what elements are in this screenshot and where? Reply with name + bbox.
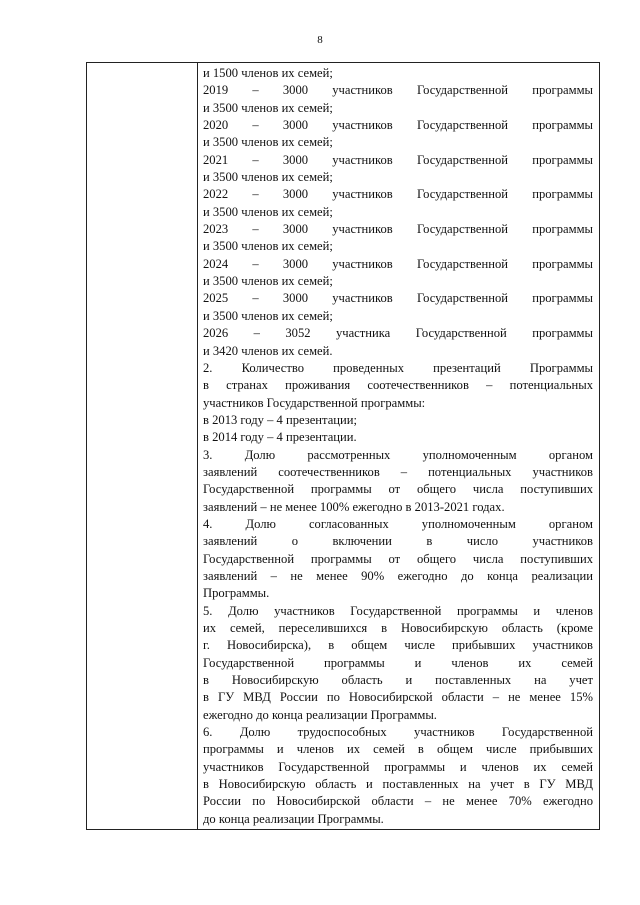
text-line: в странах проживания соотечественников – потенциальных — [203, 378, 593, 393]
text-line: 2023 – 3000 участников Государственной программы — [203, 222, 593, 237]
text-line: и 3500 членов их семей; — [203, 100, 333, 115]
text-line: 2022 – 3000 участников Государственной программы — [203, 187, 593, 202]
document-table — [86, 62, 600, 830]
text-line: в ГУ МВД России по Новосибирской области – не менее 15% — [203, 690, 593, 705]
text-line: заявлений – не менее 100% ежегодно в 2013-2021 годах. — [203, 499, 505, 514]
text-line: в 2014 году – 4 презентации. — [203, 430, 357, 445]
text-line: 2021 – 3000 участников Государственной программы — [203, 152, 593, 167]
text-line: в Новосибирскую область и поставленных на учет в ГУ МВД — [203, 777, 593, 792]
text-line: Государственной программы от общего числа поступивших — [203, 551, 593, 566]
right-cell — [203, 65, 593, 828]
text-line: заявлений соотечественников – потенциальных участников — [203, 464, 593, 479]
text-line: 6. Долю трудоспособных участников Государственной — [203, 725, 593, 740]
text-line: в 2013 году – 4 презентации; — [203, 412, 358, 427]
text-line: 2020 – 3000 участников Государственной программы — [203, 118, 593, 133]
text-line: программы и членов их семей в общем числе прибывших — [203, 742, 593, 757]
page-number: 8 — [317, 34, 323, 46]
text-line: и 3420 членов их семей. — [203, 343, 333, 358]
text-line: Программы. — [203, 586, 270, 601]
text-line: 2. Количество проведенных презентаций Программы — [203, 360, 593, 375]
text-line: 5. Долю участников Государственной программы и членов — [203, 603, 593, 618]
text-line: 4. Долю согласованных уполномоченным органом — [203, 516, 593, 531]
text-line: и 3500 членов их семей; — [203, 274, 333, 289]
text-line: 3. Долю рассмотренных уполномоченным органом — [203, 447, 593, 462]
text-line: в Новосибирскую область и поставленных на учет — [203, 673, 593, 688]
text-line: Государственной программы от общего числа поступивших — [203, 482, 593, 497]
text-line: и 3500 членов их семей; — [203, 135, 333, 150]
text-line: и 3500 членов их семей; — [203, 170, 333, 185]
text-line: заявлений о включении в число участников — [203, 534, 593, 549]
text-line: 2019 – 3000 участников Государственной программы — [203, 83, 593, 98]
text-line: их семей, переселившихся в Новосибирскую область (кроме — [203, 621, 593, 635]
text-line: до конца реализации Программы. — [203, 811, 384, 826]
column-divider — [197, 63, 198, 829]
text-line: участников Государственной программы: — [203, 395, 426, 410]
text-line: 2024 – 3000 участников Государственной программы — [203, 256, 593, 271]
text-line: и 3500 членов их семей; — [203, 239, 333, 254]
text-line: и 3500 членов их семей; — [203, 204, 333, 219]
text-line: заявлений – не менее 90% ежегодно до конца реализации — [203, 568, 593, 583]
text-line: России по Новосибирской области – не менее 70% ежегодно — [203, 794, 593, 809]
text-line: Государственной программы и членов их семей — [203, 655, 593, 670]
text-line: ежегодно до конца реализации Программы. — [203, 707, 437, 722]
text-line: 2026 – 3052 участника Государственной программы — [203, 326, 593, 341]
text-line: и 3500 членов их семей; — [203, 308, 333, 323]
text-line: г. Новосибирска), в общем числе прибывших участников — [203, 638, 593, 653]
text-line: 2025 – 3000 участников Государственной программы — [203, 291, 593, 306]
text-line: участников Государственной программы и членов их семей — [203, 759, 593, 774]
text-line: и 1500 членов их семей; — [203, 66, 333, 80]
